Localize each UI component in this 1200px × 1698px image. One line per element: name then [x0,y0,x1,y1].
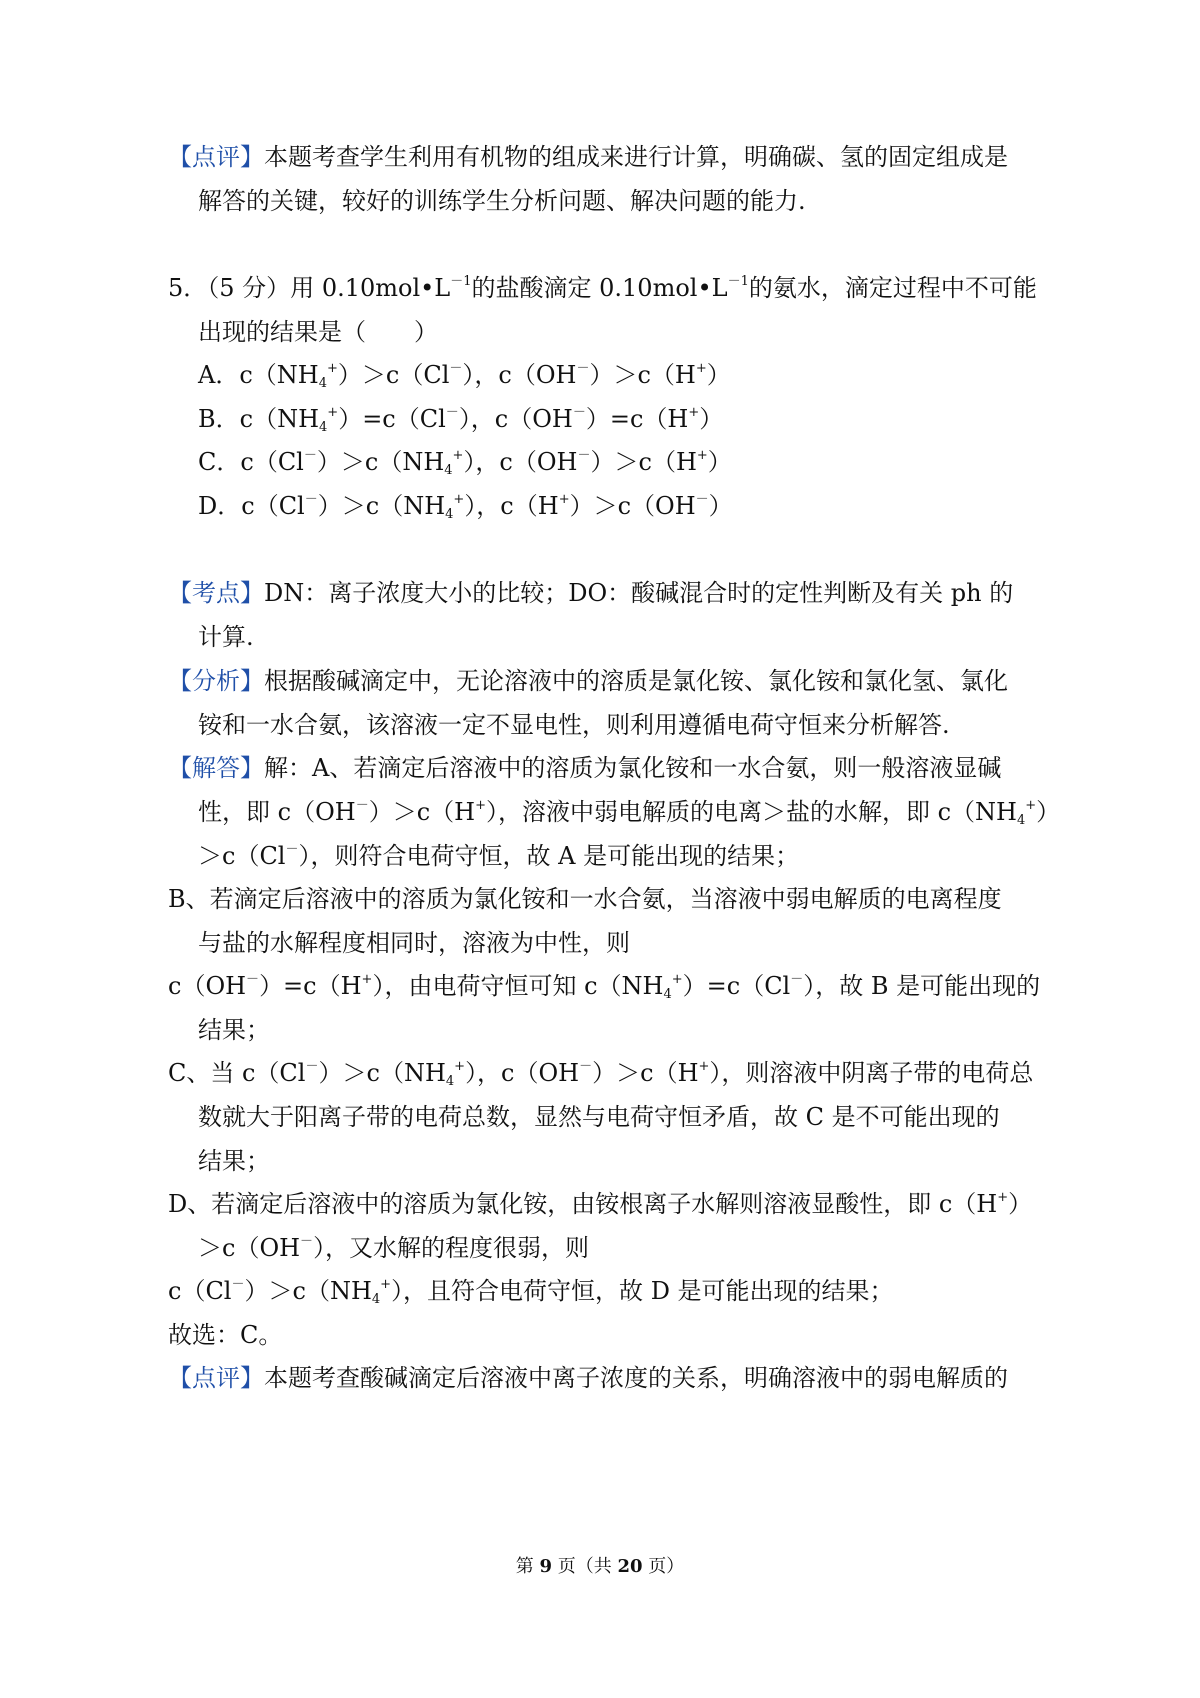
kaodian-label: 【考点】 [168,579,264,607]
comment2-line-1: 【点评】本题考查酸碱滴定后溶液中离子浓度的关系，明确溶液中的弱电解质的 [168,1364,1008,1392]
option-c: C．$c(Cl^-)>c(NH_4^+)$，c（OH－）＞c（H+） [198,448,732,478]
question-score: （5 分） [207,274,291,302]
kaodian-line-2: 计算. [198,623,254,651]
jieda-d-line-2: ＞c（OH－），又水解的程度很弱，则 [198,1234,590,1262]
jieda-label: 【解答】 [168,754,264,782]
page-number: 9 [539,1556,552,1577]
comment-line-2: 解答的关键，较好的训练学生分析问题、解决问题的能力. [198,187,806,215]
page-total: 20 [617,1556,643,1577]
question-line-1: 5．（5 分）用 $0.10mol•L^{-1}$的盐酸滴定 $0.10mol•L^{-1}$的氨水，滴定过程中不可能 [168,274,1037,302]
option-a: A．$c(NH_4^+)>c(Cl^-)$，c（OH－）＞c（H+） [198,361,731,391]
jieda-line-1: 【解答】解：A、若滴定后溶液中的溶质为氯化铵和一水合氨，则一般溶液显碱 [168,754,1002,782]
question-number: 5． [168,274,208,302]
option-d: D．$c(Cl^-)>c(NH_4^+)$，c（H+）＞c（OH－） [198,492,733,522]
comment2-label: 【点评】 [168,1364,264,1392]
jieda-c-line-3: 结果； [198,1147,270,1175]
jieda-c-line-2: 数就大于阳离子带的电荷总数，显然与电荷守恒矛盾，故 C 是不可能出现的 [198,1103,1000,1131]
jieda-d-line-3: $c(Cl^-)>c(NH_4^+)$，且符合电荷守恒，故 D 是可能出现的结果； [168,1277,894,1307]
question-line-2: 出现的结果是（ ） [198,318,438,346]
kaodian-line-1: 【考点】DN：离子浓度大小的比较；DO：酸碱混合时的定性判断及有关 ph 的 [168,579,1014,607]
comment-line-1: 【点评】本题考查学生利用有机物的组成来进行计算，明确碳、氢的固定组成是 [168,143,1008,171]
jieda-line-2: 性，即 c（OH－）＞c（H+），溶液中弱电解质的电离＞盐的水解，即 $c(NH_4^+)$ [198,798,1061,828]
answer-line: 故选：C。 [168,1321,283,1349]
comment-label: 【点评】 [168,143,264,171]
jieda-line-3: ＞c（Cl－），则符合电荷守恒，故 A 是可能出现的结果； [198,842,800,870]
jieda-b-line-4: 结果； [198,1016,270,1044]
option-b: B．$c(NH_4^+)=c(Cl^-)$，c（OH－）=c（H+） [198,405,724,435]
fenxi-line-1: 【分析】根据酸碱滴定中，无论溶液中的溶质是氯化铵、氯化铵和氯化氢、氯化 [168,667,1008,695]
fenxi-label: 【分析】 [168,667,264,695]
jieda-b-line-1: B、若滴定后溶液中的溶质为氯化铵和一水合氨，当溶液中弱电解质的电离程度 [168,885,1002,913]
jieda-b-line-2: 与盐的水解程度相同时，溶液为中性，则 [198,929,630,957]
jieda-c-line-1: C、当 $c(Cl^-)>c(NH_4^+)$，c（OH－）＞c（H+），则溶液中阴离子带的电荷总 [168,1059,1034,1089]
jieda-b-line-3: c（OH－）=c（H+），由电荷守恒可知 $c(NH_4^+)=c(Cl^-)$，故 B 是可能出现的 [168,972,1041,1002]
jieda-d-line-1: D、若滴定后溶液中的溶质为氯化铵，由铵根离子水解则溶液显酸性，即 c（H+） [168,1190,1033,1218]
fenxi-line-2: 铵和一水合氨，该溶液一定不显电性，则利用遵循电荷守恒来分析解答. [198,711,950,739]
page-footer: 第 9 页（共 20 页） [515,1556,685,1577]
